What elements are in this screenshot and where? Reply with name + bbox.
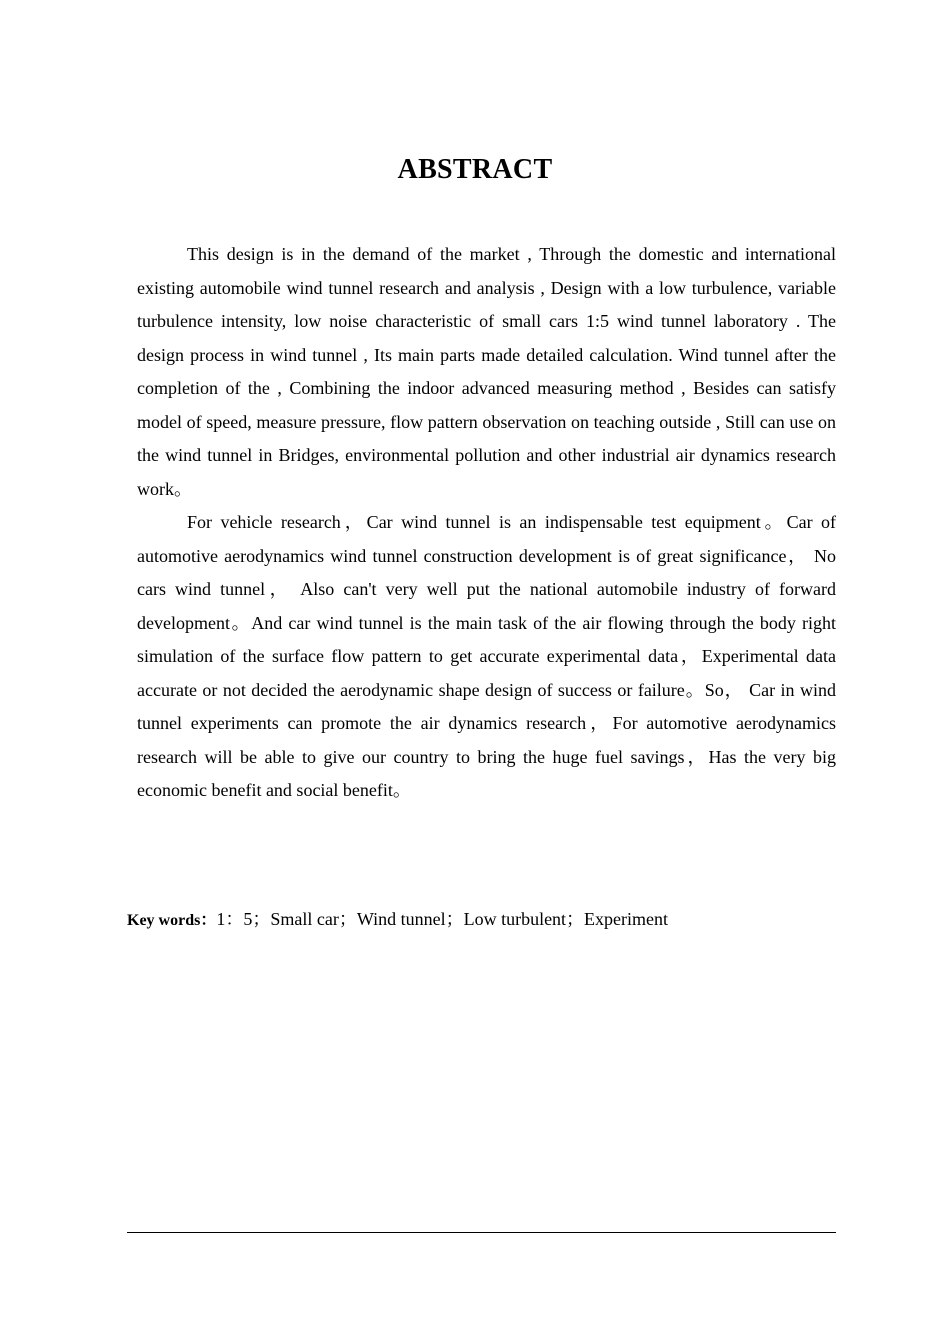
abstract-paragraph-2: For vehicle research，Car wind tunnel is an indispensable test equipment。Car of automotive aerodynamics wind tunnel construction development is of great significance， No cars wind tunnel， Also can't very well put the national automobile industry of forward development。And car wind tunnel is the main task of the air flowing through the body right simulation of the surface flow pattern to get accurate experimental data，Experimental data accurate or not decided the aerodynamic shape design of success or failure。So， Car in wind tunnel experiments can promote the air dynamics research，For automotive aerodynamics research will be able to give our country to bring the huge fuel savings，Has the very big economic benefit and social benefit。 [137,512,836,800]
abstract-title: ABSTRACT [397,154,553,185]
keywords-value: 1：5；Small car；Wind tunnel；Low turbulent；Experiment [216,909,669,929]
keywords-line [127,903,668,937]
keywords-label: Key words： [127,912,217,929]
footer-divider [127,1232,836,1233]
abstract-body [137,238,836,808]
abstract-paragraph-1: This design is in the demand of the market , Through the domestic and international existing automobile wind tunnel research and analysis , Design with a low turbulence, variable turbulence intensity, low noise characteristic of small cars 1:5 wind tunnel laboratory . The design process in wind tunnel , Its main parts made detailed calculation. Wind tunnel after the completion of the , Combining the indoor advanced measuring method , Besides can satisfy model of speed, measure pressure, flow pattern observation on teaching outside , Still can use on the wind tunnel in Bridges, environmental pollution and other industrial air dynamics research work。 [137,244,836,499]
